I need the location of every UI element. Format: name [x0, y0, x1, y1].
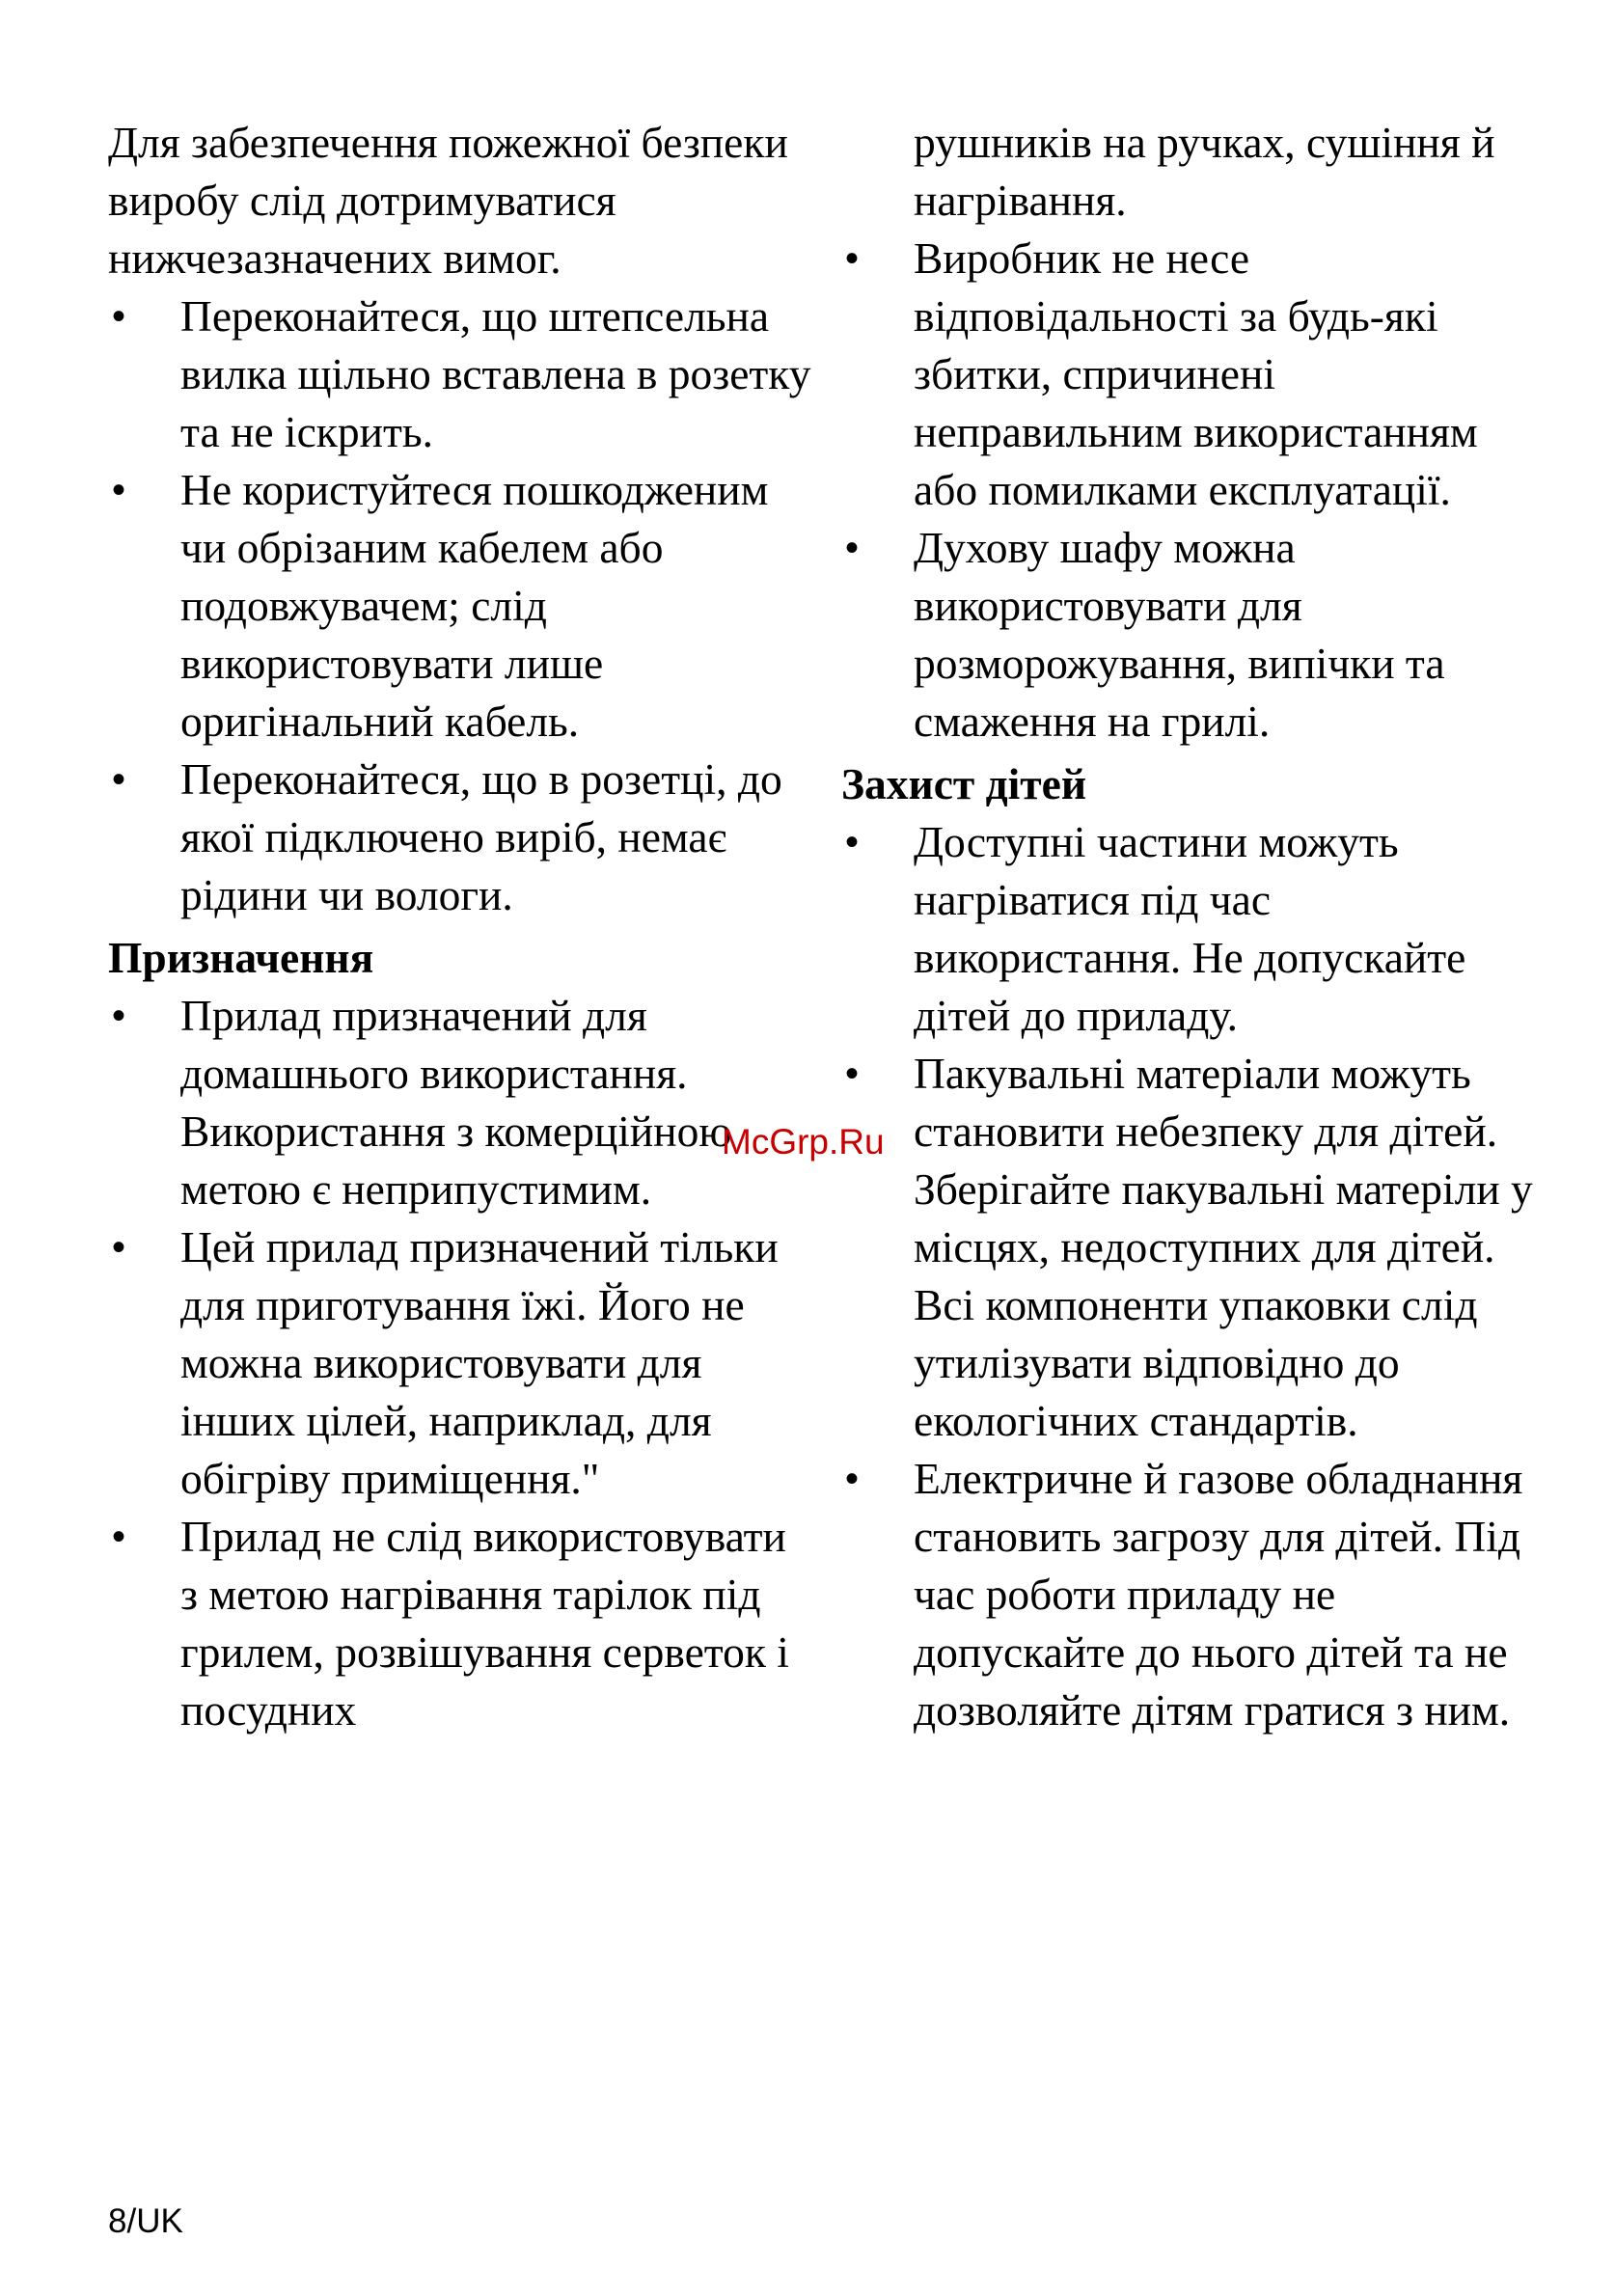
- list-item: • Не користуйтеся пошкодженим чи обрізаним кабелем або подовжувачем; слід використовувати лише оригінальний кабель.: [108, 461, 812, 751]
- right-column: [841, 114, 1536, 1739]
- list-item: • Електричне й газове обладнання становить загрозу для дітей. Під час роботи приладу не допускайте до нього дітей та не дозволяйте дітям гратися з ним.: [841, 1450, 1536, 1739]
- left-column: [108, 114, 812, 1739]
- child-safety-heading: Захист дітей: [841, 759, 1087, 808]
- page-number: 8/UK: [108, 2202, 183, 2240]
- list-item: • Цей прилад призначений тільки для приготування їжі. Його не можна використовувати для інших цілей, наприклад, для обігріву приміщення.": [108, 1218, 812, 1508]
- list-item: • Прилад не слід використовувати з метою нагрівання тарілок під грилем, розвішування серветок і посудних: [108, 1508, 812, 1739]
- list-item: • Доступні частини можуть нагріватися під час використання. Не допускайте дітей до приладу.: [841, 813, 1536, 1045]
- list-item: • Виробник не несе відповідальності за будь-які збитки, спричинені неправильним використанням або помилками експлуатації.: [841, 230, 1536, 519]
- intro-paragraph: Для забезпечення пожежної безпеки виробу слід дотримуватися нижчезазначених вимог.: [108, 118, 788, 283]
- list-item: • Духову шафу можна використовувати для розморожування, випічки та смаження на грилі.: [841, 519, 1536, 751]
- list-item: • Переконайтеся, що в розетці, до якої підключено виріб, немає рідини чи вологи.: [108, 751, 812, 924]
- list-item: • Прилад призначений для домашнього використання. Використання з комерційною метою є неприпустимим.: [108, 987, 812, 1218]
- fire-safety-list: [108, 287, 812, 924]
- purpose-list-continued: [841, 114, 1536, 751]
- list-item-continuation: рушників на ручках, сушіння й нагрівання.: [914, 118, 1495, 225]
- list-item: • Пакувальні матеріали можуть становити небезпеку для дітей. Зберігайте пакувальні матеріли у місцях, недоступних для дітей. Всі компоненти упаковки слід утилізувати відповідно до екологічних стандартів.: [841, 1045, 1536, 1450]
- list-item: • Переконайтеся, що штепсельна вилка щільно вставлена в розетку та не іскрить.: [108, 287, 812, 461]
- child-safety-list: [841, 813, 1536, 1739]
- purpose-heading: Призначення: [108, 933, 374, 982]
- watermark: McGrp.Ru: [722, 1122, 885, 1162]
- purpose-list: [108, 987, 812, 1739]
